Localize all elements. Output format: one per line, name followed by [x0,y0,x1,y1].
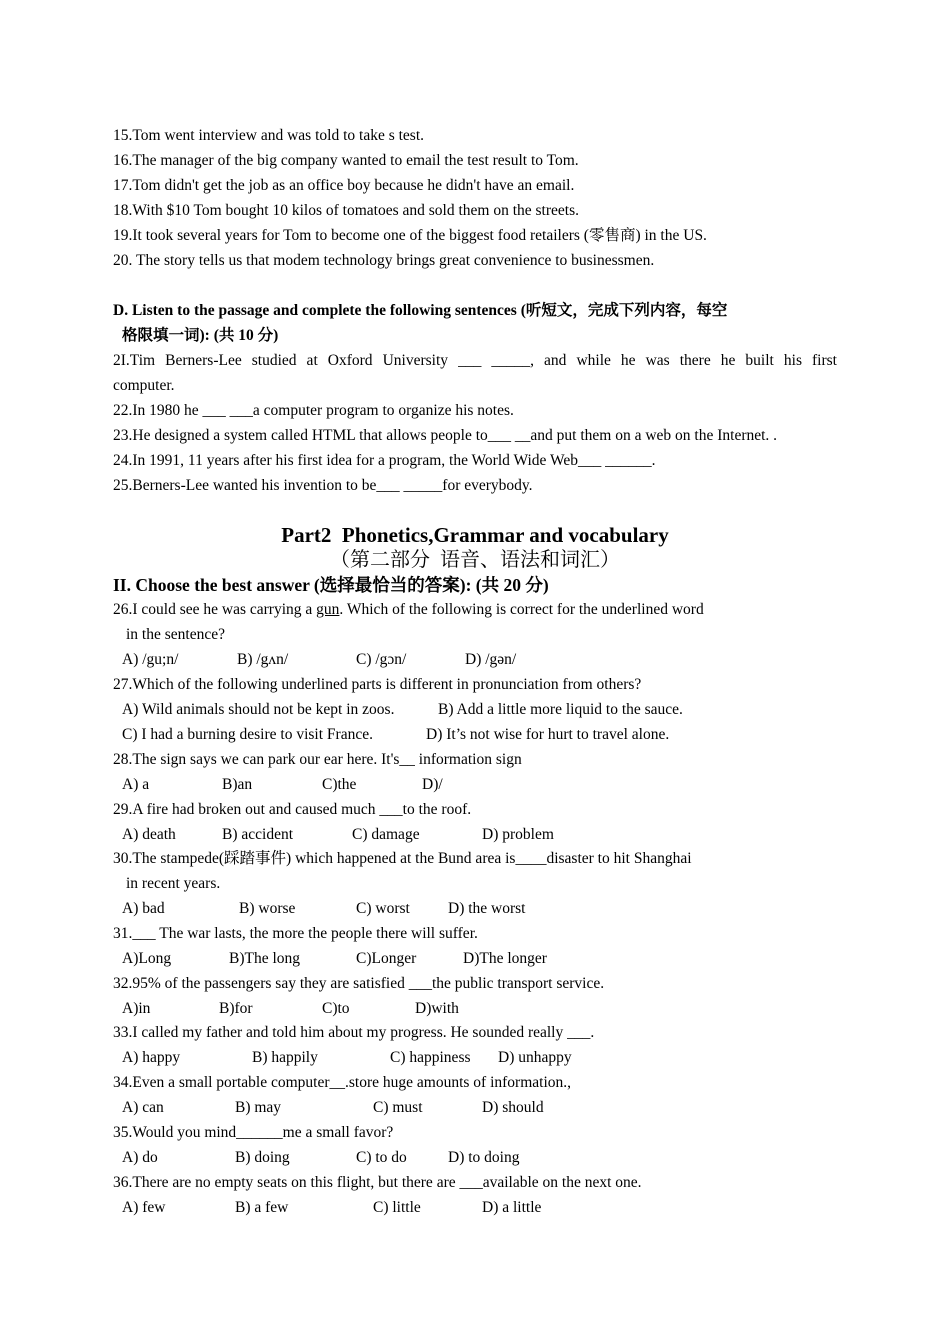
q27-option-d: D) It’s not wise for hurt to travel alone. [426,726,670,743]
section-d-heading: D. Listen to the passage and complete the following sentences (听短文，完成下列内容，每空 [113,302,728,319]
q33-option-a: A) happy [122,1049,181,1066]
item-15: 15.Tom went interview and was told to take s test. [113,127,425,144]
q30-option-a: A) bad [122,900,165,917]
q35-option-b: B) doing [235,1149,290,1166]
question-30-cont: in recent years. [126,875,221,892]
q30-option-b: B) worse [239,900,296,917]
question-30: 30.The stampede(踩踏事件) which happened at the Bund area is____disaster to hit Shanghai [113,850,692,867]
q33-option-b: B) happily [252,1049,318,1066]
q36-option-c: C) little [373,1199,421,1216]
q30-option-d: D) the worst [448,900,526,917]
q26-stem-before: 26.I could see he was carrying a [113,601,317,618]
q35-option-d: D) to doing [448,1149,520,1166]
item-18: 18.With $10 Tom bought 10 kilos of tomatoes and sold them on the streets. [113,202,579,219]
q26-option-a: A) /gu;n/ [122,651,179,668]
q33-option-d: D) unhappy [498,1049,572,1066]
q26-option-d: D) /gən/ [465,651,517,668]
q34-option-d: D) should [482,1099,544,1116]
q31-option-c: C)Longer [356,950,417,967]
q34-option-c: C) must [373,1099,423,1116]
q30-option-c: C) worst [356,900,410,917]
q31-option-a: A)Long [122,950,172,967]
q32-option-a: A)in [122,1000,151,1017]
question-29: 29.A fire had broken out and caused much ___to the roof. [113,801,472,818]
q36-option-a: A) few [122,1199,166,1216]
q31-option-b: B)The long [229,950,301,967]
q35-option-c: C) to do [356,1149,407,1166]
q26-underlined-word: gun [316,601,340,618]
q34-option-b: B) may [235,1099,282,1116]
question-28: 28.The sign says we can park our ear here. It's__ information sign [113,751,522,768]
item-21-cont: computer. [113,377,175,394]
part2-subtitle: （第二部分 语音、语法和词汇） [330,549,620,571]
item-25: 25.Berners-Lee wanted his invention to be___ _____for everybody. [113,477,533,494]
q35-option-a: A) do [122,1149,158,1166]
q33-option-c: C) happiness [390,1049,471,1066]
q31-option-d: D)The longer [463,950,547,967]
item-23: 23.He designed a system called HTML that allows people to___ __and put them on a web on the Internet. . [113,427,778,444]
q32-option-d: D)with [415,1000,459,1017]
q36-option-b: B) a few [235,1199,289,1216]
section-d-heading-cont: 格限填一词): (共 10 分) [122,327,279,344]
q27-option-c: C) I had a burning desire to visit France. [122,726,373,743]
item-21: 2I.Tim Berners-Lee studied at Oxford University ___ _____, and while he was there he built his first [113,352,837,369]
q34-option-a: A) can [122,1099,164,1116]
question-31: 31.___ The war lasts, the more the people there will suffer. [113,925,478,942]
q26-option-c: C) /gɔn/ [356,651,407,668]
q29-option-b: B) accident [222,826,294,843]
q26-stem-after: . Which of the following is correct for the underlined word [339,601,704,618]
question-27: 27.Which of the following underlined parts is different in pronunciation from others? [113,676,642,693]
part2-title: Part2 Phonetics,Grammar and vocabulary [281,523,669,547]
q29-option-d: D) problem [482,826,554,843]
q26-option-b: B) /gʌn/ [237,651,289,668]
item-19: 19.It took several years for Tom to become one of the biggest food retailers (零售商) in the US. [113,227,707,244]
question-33: 33.I called my father and told him about my progress. He sounded really ___. [113,1024,595,1041]
question-26-cont: in the sentence? [126,626,225,643]
question-32: 32.95% of the passengers say they are satisfied ___the public transport service. [113,975,605,992]
item-17: 17.Tom didn't get the job as an office boy because he didn't have an email. [113,177,575,194]
q28-option-b: B)an [222,776,253,793]
question-35: 35.Would you mind______me a small favor? [113,1124,394,1141]
q28-option-a: A) a [122,776,150,793]
q36-option-d: D) a little [482,1199,542,1216]
q32-option-b: B)for [219,1000,253,1017]
item-24: 24.In 1991, 11 years after his first idea for a program, the World Wide Web___ ______. [113,452,656,469]
q32-option-c: C)to [322,1000,350,1017]
question-36: 36.There are no empty seats on this flight, but there are ___available on the next one. [113,1174,642,1191]
q29-option-a: A) death [122,826,176,843]
question-26 [113,600,704,620]
question-34: 34.Even a small portable computer__.store huge amounts of information., [113,1074,571,1091]
q28-option-c: C)the [322,776,357,793]
q27-option-b: B) Add a little more liquid to the sauce. [438,701,683,718]
section-ii-heading: II. Choose the best answer (选择最恰当的答案): (共 20 分) [113,575,549,595]
q29-option-c: C) damage [352,826,420,843]
q28-option-d: D)/ [422,776,443,793]
item-16: 16.The manager of the big company wanted to email the test result to Tom. [113,152,579,169]
item-20: 20. The story tells us that modem technology brings great convenience to businessmen. [113,252,655,269]
q27-option-a: A) Wild animals should not be kept in zoos. [122,701,395,718]
item-22: 22.In 1980 he ___ ___a computer program to organize his notes. [113,402,514,419]
